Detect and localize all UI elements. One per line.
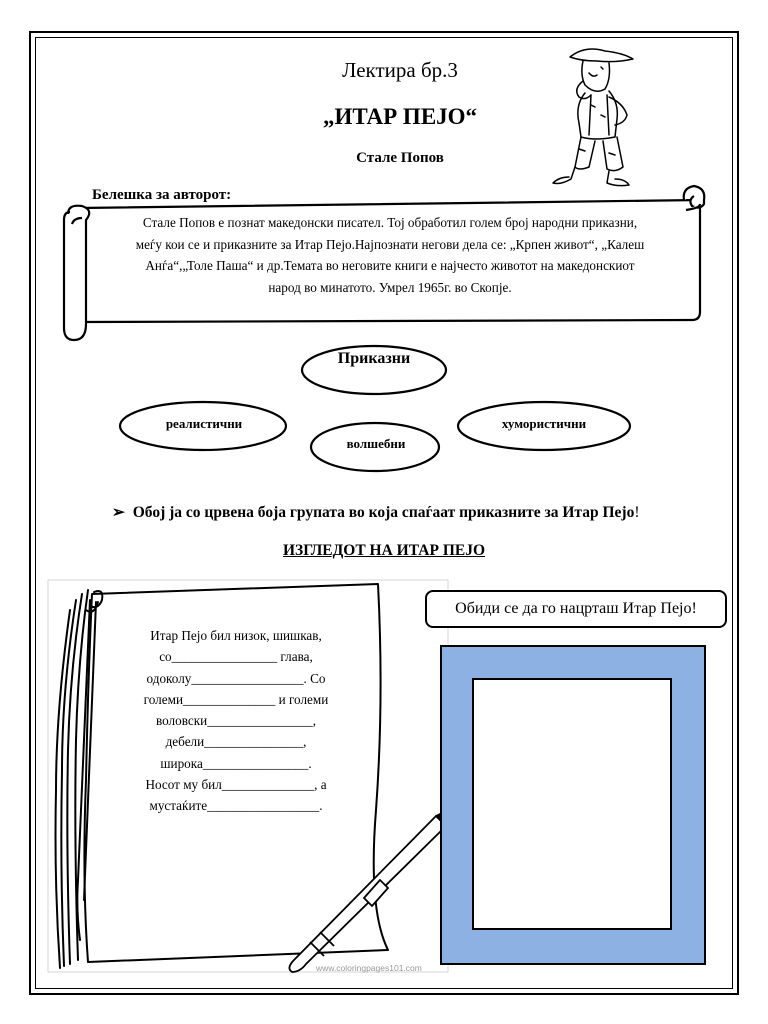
author-note-line: Анѓа“,„Толе Паша“ и др.Темата во неговите книги е најчесто животот на македонскиот bbox=[145, 258, 635, 273]
appearance-line: со________________ глава, bbox=[159, 649, 313, 665]
oval-stories-label: Приказни bbox=[337, 350, 411, 367]
watermark: www.coloringpages101.com bbox=[316, 963, 422, 973]
drawing-instruction: Обиди се да го нацрташ Итар Пејо! bbox=[425, 590, 727, 628]
appearance-line: воловски________________, bbox=[156, 713, 316, 729]
oval-magic-label: волшебни bbox=[346, 436, 406, 451]
author-note-line: меѓу кои се и приказните за Итар Пејо.Најпознати негови дела се: „Крпен живот“, „Калеш bbox=[135, 236, 645, 252]
task-instruction bbox=[112, 503, 640, 522]
author-note-line: народ во минатото. Умрел 1965г. во Скопје. bbox=[268, 279, 512, 295]
task-text: Обој ја со црвена боја групата во која спаѓаат приказните за Итар Пејо bbox=[132, 504, 635, 521]
appearance-line: Носот му бил______________, а bbox=[145, 777, 327, 793]
appearance-line: одоколу_________________. Со bbox=[146, 670, 326, 686]
author-note-line: Стале Попов е познат македонски писател. Тој обработил голем број народни приказни, bbox=[142, 215, 638, 230]
author-note-label: Белешка за авторот: bbox=[92, 187, 232, 203]
appearance-line: Итар Пејо бил низок, шишкав, bbox=[150, 628, 322, 643]
appearance-text bbox=[118, 625, 354, 817]
page-title: „ИТАР ПЕЈО“ bbox=[322, 104, 478, 129]
lecture-number: Лектира бр.3 bbox=[342, 58, 458, 82]
oval-humorous-label: хумористични bbox=[501, 416, 587, 431]
drawing-frame[interactable] bbox=[440, 645, 706, 965]
arrow-bullet-icon: ➢ bbox=[112, 504, 133, 521]
task-text-end: ! bbox=[634, 504, 640, 521]
oval-realistic-label: реалистични bbox=[165, 416, 243, 431]
drawing-area bbox=[473, 679, 671, 929]
author-name: Стале Попов bbox=[356, 150, 444, 166]
story-groups-diagram bbox=[0, 0, 768, 480]
appearance-line: мустаќите_________________. bbox=[149, 798, 323, 814]
appearance-heading: ИЗГЛЕДОТ НА ИТАР ПЕЈО bbox=[282, 542, 486, 559]
appearance-line: широка________________. bbox=[160, 755, 312, 771]
appearance-line: големи______________ и големи bbox=[143, 691, 329, 707]
appearance-line: дебели_______________, bbox=[165, 734, 307, 750]
